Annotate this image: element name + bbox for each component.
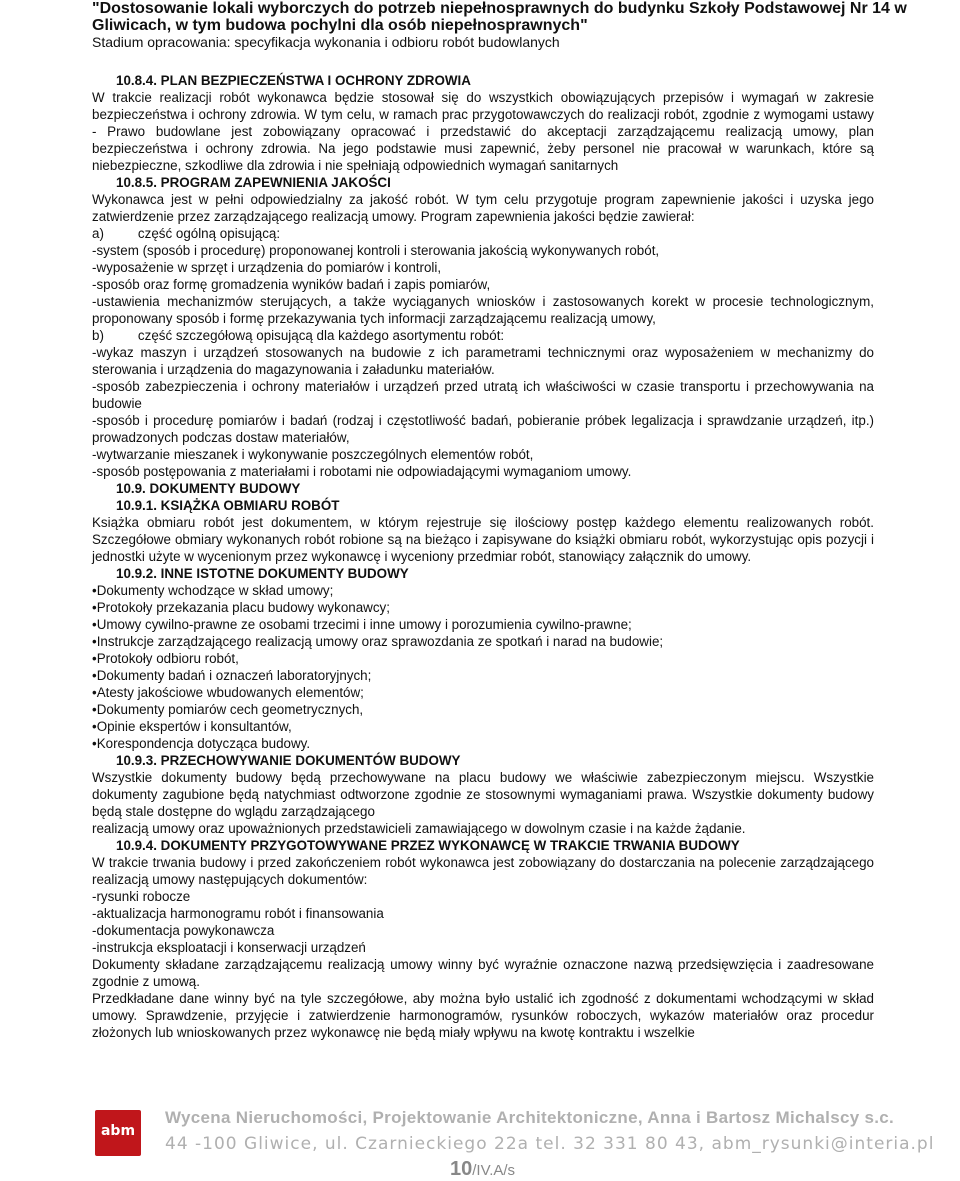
paragraph-storage: Wszystkie dokumenty budowy będą przechowywane na placu budowy we właściwie zabezpieczonym miejscu. Wszystkie dokumenty zagubione będą natychmiast odtworzone zgodnie ze stosownymi wymaganiami prawa. Wszystkie dokumenty budowy będą stale dostępne do wglądu zarządzającego: [92, 770, 874, 819]
label-a: a): [92, 226, 104, 241]
heading-10-9-4: 10.9.4. DOKUMENTY PRZYGOTOWYWANE PRZEZ WYKONAWCĘ W TRAKCIE TRWANIA BUDOWY: [116, 838, 740, 853]
paragraph-measurement-book: Książka obmiaru robót jest dokumentem, w którym rejestruje się ilościowy postęp każdego elementu realizowanych robót. Szczegółowe obmiary wykonanych robót robione są na bieżąco i zapisywane do książki obmiaru robót, wykorzystując opis pozycji i jednostki użyte w wycenionym przez wykonawcę i wyceniony przedmiar robót, stanowiący załącznik do umowy.: [92, 515, 874, 564]
list-item: -wyposażenie w sprzęt i urządzenia do pomiarów i kontroli,: [92, 260, 442, 275]
list-item: •Korespondencja dotycząca budowy.: [92, 736, 311, 751]
list-item: -aktualizacja harmonogramu robót i finansowania: [92, 906, 384, 921]
logo-text: abm: [100, 1123, 136, 1139]
page-number-suffix: /IV.A/s: [472, 1162, 516, 1179]
list-item: •Atesty jakościowe wbudowanych elementów;: [92, 685, 364, 700]
paragraph-contractor-docs: W trakcie trwania budowy i przed zakończeniem robót wykonawca jest zobowiązany do dostarczania na polecenie zarządzającego realizacją umowy następujących dokumentów:: [92, 855, 874, 887]
header-stage-line: Stadium opracowania: specyfikacja wykonania i odbioru robót budowlanych: [92, 34, 560, 50]
paragraph-quality-intro: Wykonawca jest w pełni odpowiedzialny za jakość robót. W tym celu przygotuje program zapewnienie jakości i uzyska jego zatwierdzenie przez zarządzającego realizacją umowy. Program zapewnienia jakości będzie zawierał:: [92, 192, 874, 224]
page-number-main: 10: [450, 1158, 473, 1180]
list-item: -ustawienia mechanizmów sterujących, a także wyciąganych wniosków i zastosowanych korekt w procesie technologicznym, proponowany sposób i formę przekazywania tych informacji zarządzającemu realizacją umowy,: [92, 294, 874, 326]
list-item: -instrukcja eksploatacji i konserwacji urządzeń: [92, 940, 366, 955]
document-body: [92, 72, 874, 1041]
list-item: -sposób i procedurę pomiarów i badań (rodzaj i częstotliwość badań, pobieranie próbek legalizacja i sprawdzanie urządzeń, itp.) prowadzonych podczas dostaw materiałów,: [92, 413, 874, 445]
paragraph-submitted-docs: Dokumenty składane zarządzającemu realizacją umowy winny być wyraźnie oznaczone nazwą przedsięwzięcia i zaadresowane zgodnie z umową.: [92, 957, 874, 989]
footer-address: 44 -100 Gliwice, ul. Czarnieckiego 22a tel. 32 331 80 43, abm_rysunki@interia.pl: [165, 1134, 935, 1154]
heading-10-9-1: 10.9.1. KSIĄŻKA OBMIARU ROBÓT: [116, 498, 340, 513]
list-item: -rysunki robocze: [92, 889, 191, 904]
list-item: •Dokumenty wchodzące w skład umowy;: [92, 583, 334, 598]
list-item: -sposób postępowania z materiałami i robotami nie odpowiadającymi wymaganiom umowy.: [92, 464, 632, 479]
page-footer: [95, 1108, 935, 1180]
list-item: •Umowy cywilno-prawne ze osobami trzecimi i inne umowy i porozumienia cywilno-prawne;: [92, 617, 632, 632]
paragraph-storage-cont: realizacją umowy oraz upoważnionych przedstawicieli zamawiającego w dowolnym czasie i na każde żądanie.: [92, 821, 746, 836]
heading-10-8-5: 10.8.5. PROGRAM ZAPEWNIENIA JAKOŚCI: [116, 175, 391, 190]
list-label-a: [92, 225, 874, 242]
list-item: -sposób zabezpieczenia i ochrony materiałów i urządzeń przed utratą ich właściwości w czasie transportu i przechowywania na budowie: [92, 379, 874, 411]
document-header: [92, 0, 907, 51]
header-title-line1: "Dostosowanie lokali wyborczych do potrzeb niepełnosprawnych do budynku Szkoły Podstawowej Nr 14 w: [92, 0, 907, 17]
list-item: •Protokoły odbioru robót,: [92, 651, 239, 666]
paragraph-submitted-data: Przedkładane dane winny być na tyle szczegółowe, aby można było ustalić ich zgodność z dokumentami wchodzącymi w skład umowy. Sprawdzenie, przyjęcie i zatwierdzenie harmonogramów, rysunków roboczych, wykazów materiałów oraz procedur złożonych lub wnioskowanych przez wykonawcę nie będą miały wpływu na kwotę kontraktu i wszelkie: [92, 991, 874, 1040]
list-item: •Opinie ekspertów i konsultantów,: [92, 719, 292, 734]
label-b: b): [92, 328, 104, 343]
header-title-line2: Gliwicach, w tym budowa pochylni dla osób niepełnosprawnych": [92, 17, 588, 34]
paragraph-safety-plan: W trakcie realizacji robót wykonawca będzie stosował się do wszystkich obowiązujących przepisów i wymagań w zakresie bezpieczeństwa i ochrony zdrowia. W tym celu, w ramach prac przygotowawczych do realizacji robót, zgodnie z wymogami ustawy - Prawo budowlane jest zobowiązany opracować i przedstawić do akceptacji zarządzającemu realizacją umowy, plan bezpieczeństwa i ochrony zdrowia. Na jego podstawie musi zapewnić, żeby personel nie pracował w warunkach, które są niebezpieczne, szkodliwe dla zdrowia i nie spełniają odpowiednich wymagań sanitarnych: [92, 90, 874, 173]
list-label-b: [92, 327, 874, 344]
label-b-text: część szczegółową opisującą dla każdego asortymentu robót:: [137, 328, 505, 343]
list-item: -sposób oraz formę gromadzenia wyników badań i zapis pomiarów,: [92, 277, 491, 292]
heading-10-9-3: 10.9.3. PRZECHOWYWANIE DOKUMENTÓW BUDOWY: [116, 753, 461, 768]
heading-10-8-4: 10.8.4. PLAN BEZPIECZEŃSTWA I OCHRONY ZDROWIA: [116, 73, 471, 88]
footer-company-name: Wycena Nieruchomości, Projektowanie Architektoniczne, Anna i Bartosz Michalscy s.c.: [165, 1108, 895, 1127]
list-item: -wytwarzanie mieszanek i wykonywanie poszczególnych elementów robót,: [92, 447, 534, 462]
list-item: -system (sposób i procedurę) proponowanej kontroli i sterowania jakością wykonywanych robót,: [92, 243, 660, 258]
company-logo: [95, 1110, 141, 1156]
heading-10-9-2: 10.9.2. INNE ISTOTNE DOKUMENTY BUDOWY: [116, 566, 409, 581]
list-item: -wykaz maszyn i urządzeń stosowanych na budowie z ich parametrami technicznymi oraz wyposażeniem w mechanizmy do sterowania i urządzenia do magazynowania i załadunku materiałów.: [92, 345, 874, 377]
list-item: -dokumentacja powykonawcza: [92, 923, 275, 938]
list-item: •Instrukcje zarządzającego realizacją umowy oraz sprawozdania ze spotkań i narad na budowie;: [92, 634, 664, 649]
label-a-text: część ogólną opisującą:: [137, 226, 281, 241]
list-item: •Dokumenty badań i oznaczeń laboratoryjnych;: [92, 668, 372, 683]
heading-10-9: 10.9. DOKUMENTY BUDOWY: [116, 481, 301, 496]
list-item: •Dokumenty pomiarów cech geometrycznych,: [92, 702, 364, 717]
list-item: •Protokoły przekazania placu budowy wykonawcy;: [92, 600, 390, 615]
